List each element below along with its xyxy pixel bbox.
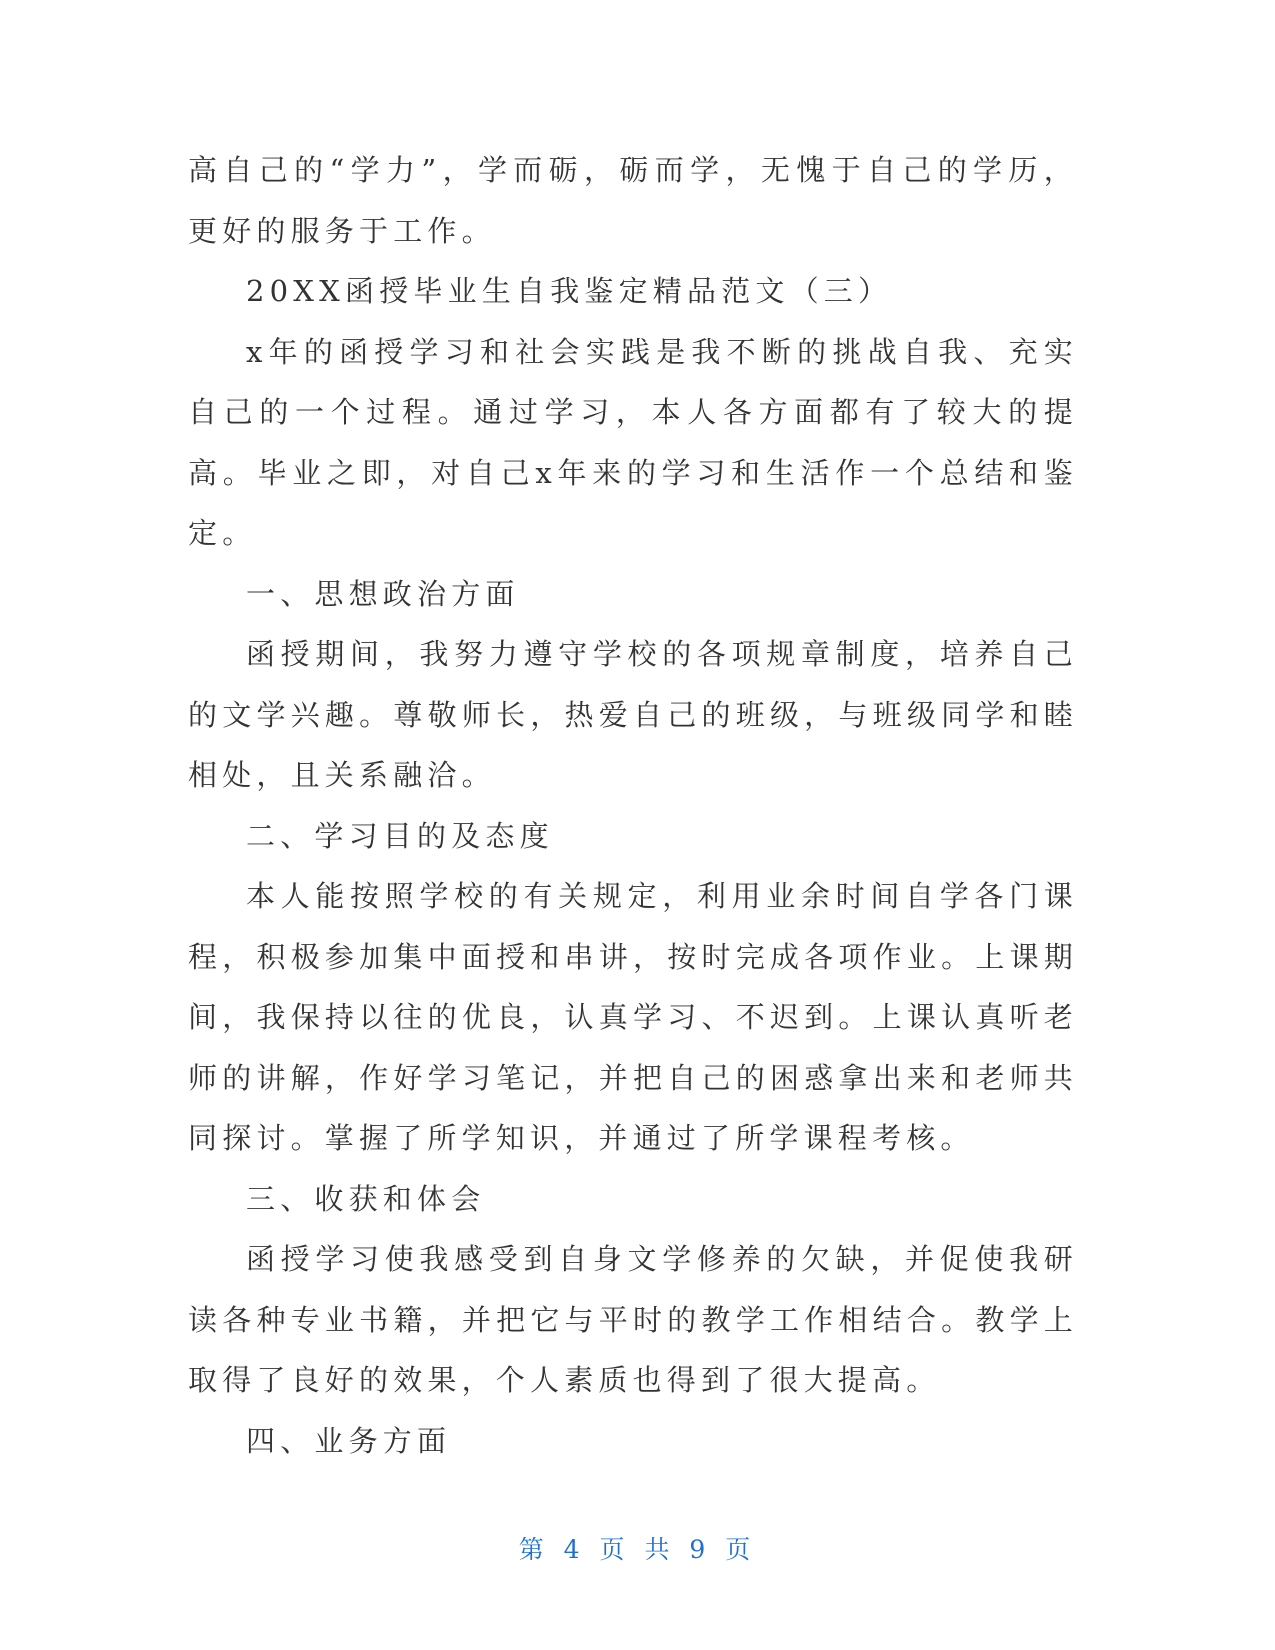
paragraph: x年的函授学习和社会实践是我不断的挑战自我、充实自己的一个过程。通过学习，本人各方面都有了较大的提高。毕业之即，对自己x年来的学习和生活作一个总结和鉴定。 (188, 334, 1078, 550)
section-heading: 二、学习目的及态度 (246, 818, 554, 853)
section-heading: 三、收获和体会 (246, 1181, 486, 1216)
section-title: 20XX函授毕业生自我鉴定精品范文（三） (246, 274, 893, 308)
section-heading: 四、业务方面 (246, 1423, 452, 1458)
document-body (188, 140, 1078, 1471)
paragraph: 高自己的“学力”，学而砺，砺而学，无愧于自己的学历，更好的服务于工作。 (188, 153, 1078, 248)
paragraph: 本人能按照学校的有关规定，利用业余时间自学各门课程，积极参加集中面授和串讲，按时完成各项作业。上课期间，我保持以往的优良，认真学习、不迟到。上课认真听老师的讲解，作好学习笔记，并把自己的困惑拿出来和老师共同探讨。掌握了所学知识，并通过了所学课程考核。 (188, 879, 1078, 1155)
paragraph: 函授期间，我努力遵守学校的各项规章制度，培养自己的文学兴趣。尊敬师长，热爱自己的班级，与班级同学和睦相处，且关系融洽。 (188, 637, 1078, 792)
paragraph: 函授学习使我感受到自身文学修养的欠缺，并促使我研读各种专业书籍，并把它与平时的教学工作相结合。教学上取得了良好的效果，个人素质也得到了很大提高。 (188, 1242, 1078, 1397)
section-heading: 一、思想政治方面 (246, 576, 520, 611)
page-number-footer: 第 4 页 共 9 页 (518, 1535, 757, 1564)
